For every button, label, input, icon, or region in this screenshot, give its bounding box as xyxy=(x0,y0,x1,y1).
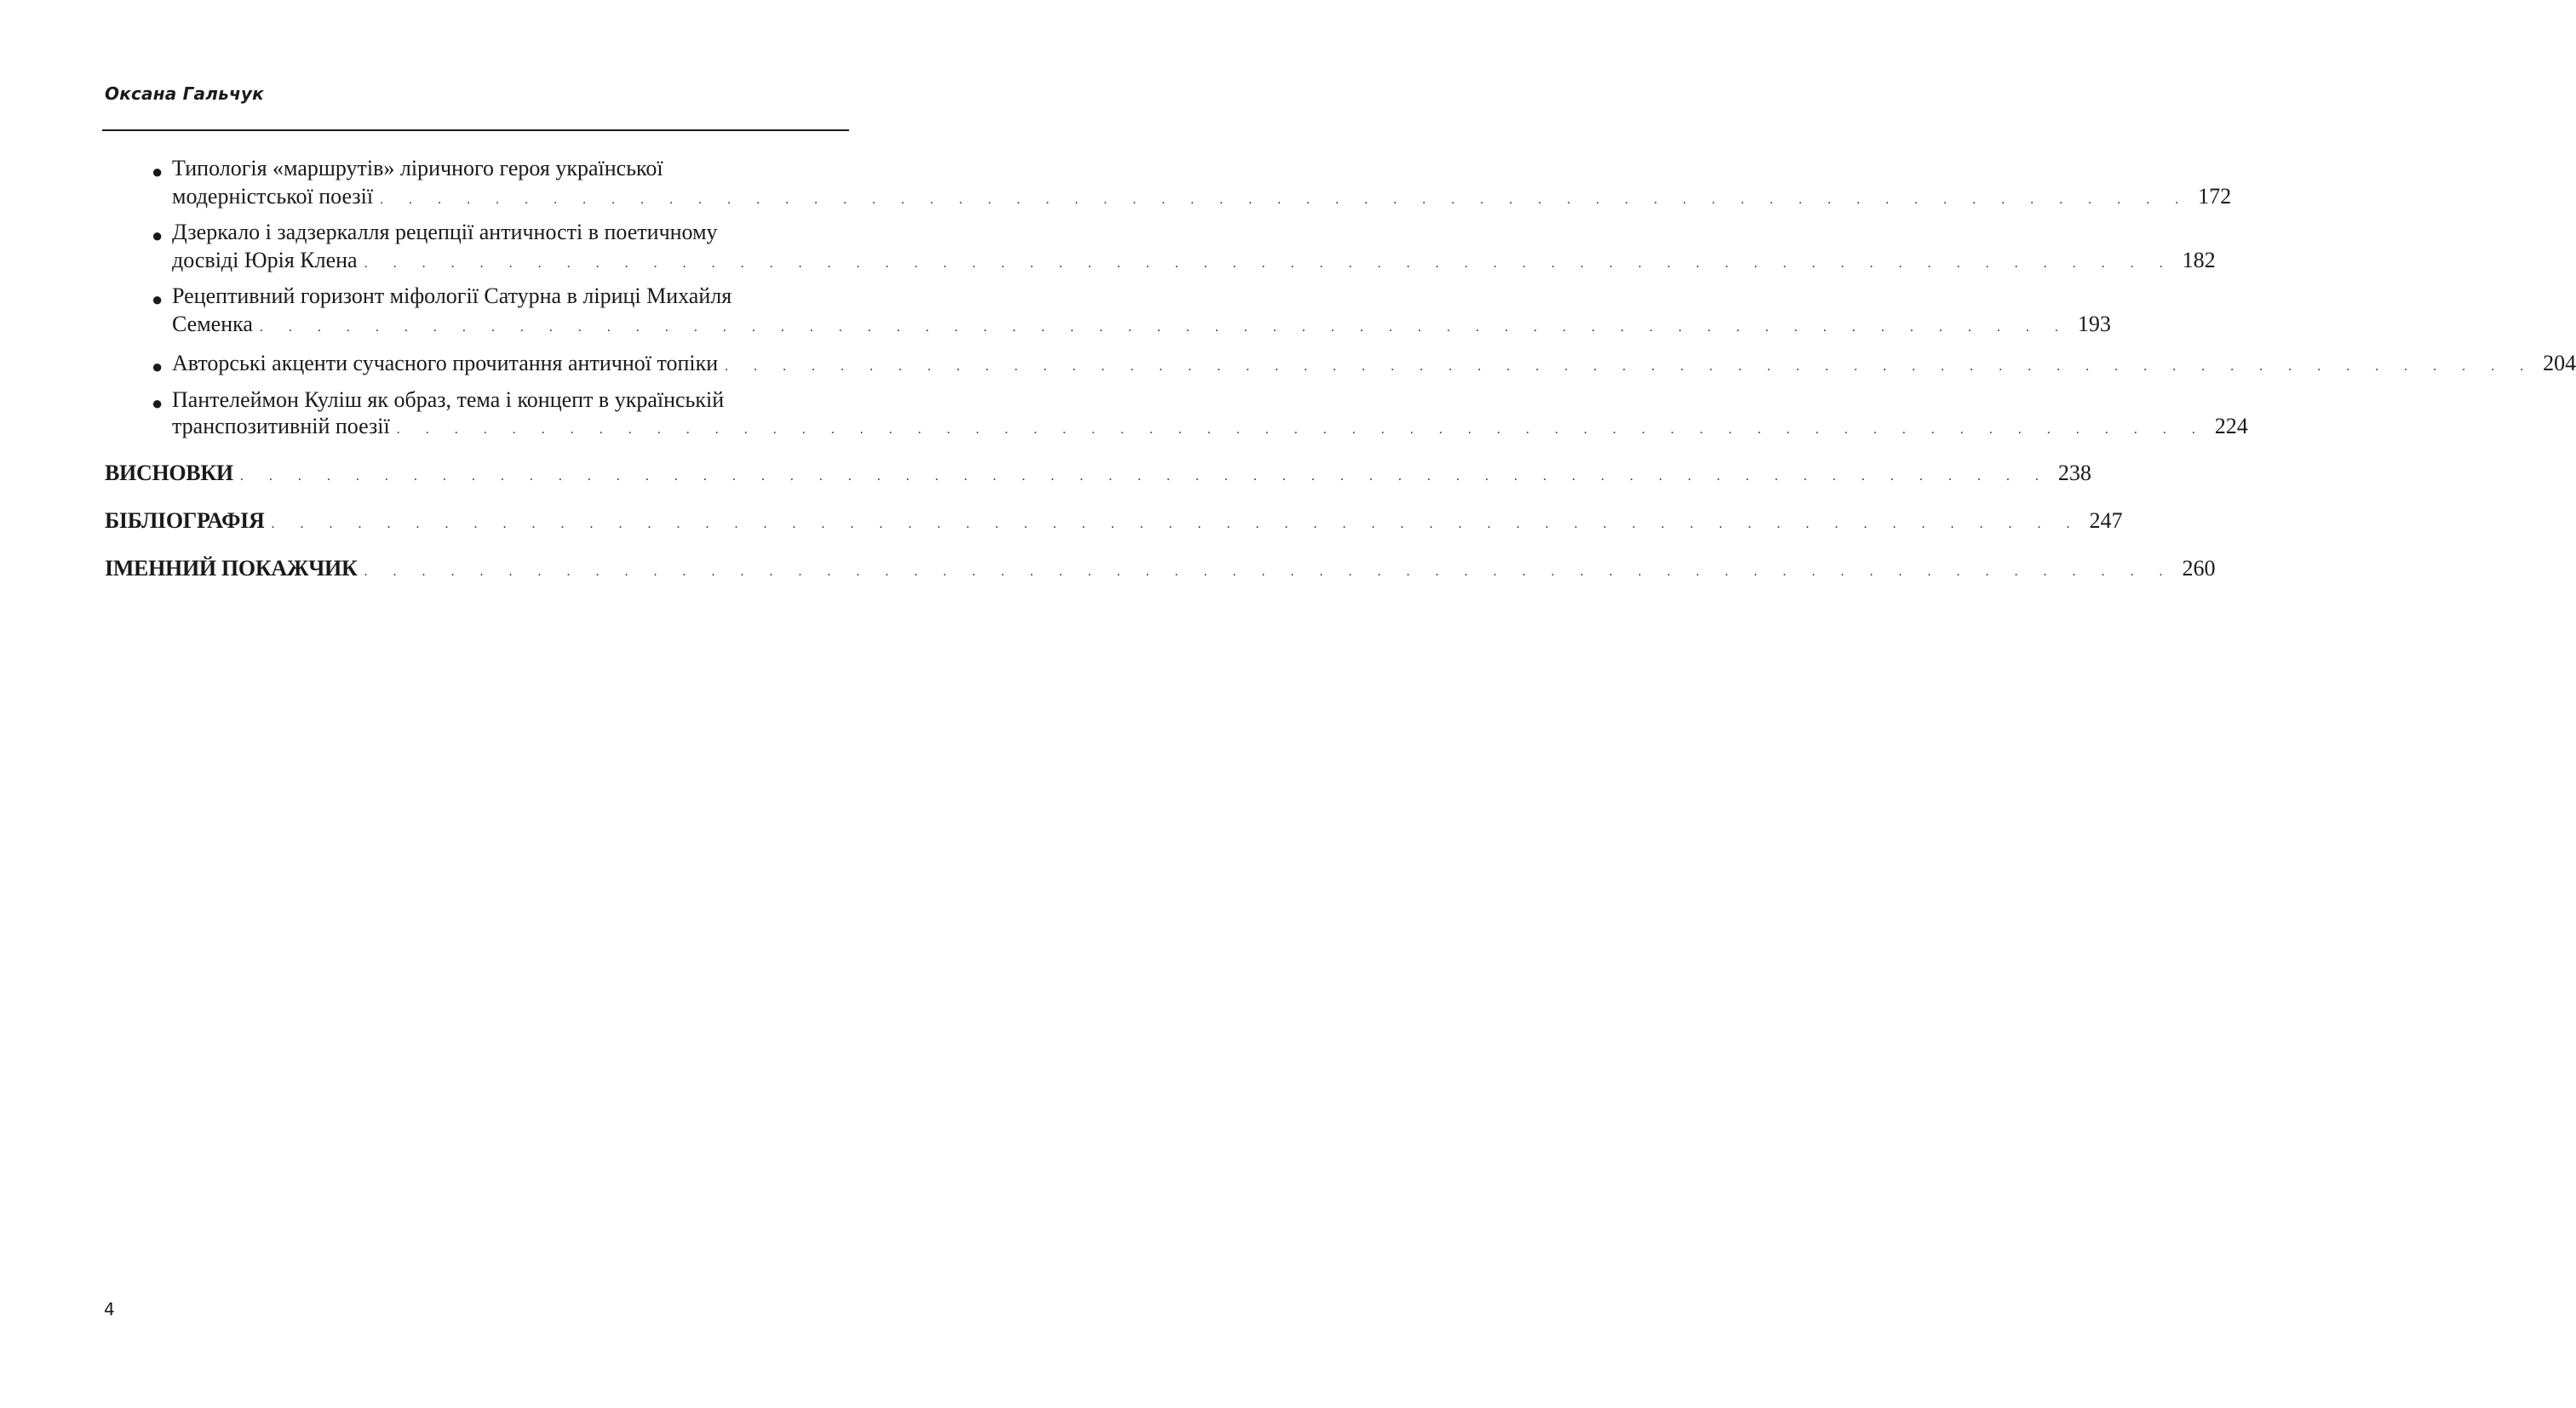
toc-entry-title[interactable]: Рецептивний горизонт міфології Сатурна в ліриці Михайля xyxy=(172,283,732,308)
header-divider xyxy=(102,129,849,131)
toc-entry-row[interactable] xyxy=(172,413,2248,443)
toc-page-number: 172 xyxy=(2198,184,2232,209)
dot-leader: . . . . . . . . . . . . . . . . . . . . . . . . . . . . . . . . . . . . . . . . . . . . . . . . . . . . . . . . . . . . . . . xyxy=(259,320,2069,335)
toc-page-number: 247 xyxy=(2089,508,2123,533)
dot-leader: . . . . . . . . . . . . . . . . . . . . . . . . . . . . . . . . . . . . . . . . . . . . . . . . . . . . . . . . . . . . . . . xyxy=(725,359,2535,374)
toc-entry-title[interactable]: Дзеркало і задзеркалля рецепції античності в поетичному xyxy=(172,220,718,244)
toc-section-title: ВИСНОВКИ xyxy=(105,461,233,485)
toc-entry-title[interactable]: Пантелеймон Куліш як образ, тема і концепт в українській xyxy=(172,387,725,412)
bullet-icon: ● xyxy=(152,289,164,310)
toc-entry-title-continued: транспозитивній поезії xyxy=(172,414,390,438)
toc-entry-title: Авторські акценти сучасного прочитання античної топіки xyxy=(172,351,719,375)
toc-page-number: 224 xyxy=(2214,414,2248,438)
bullet-icon: ● xyxy=(152,392,164,414)
dot-leader: . . . . . . . . . . . . . . . . . . . . . . . . . . . . . . . . . . . . . . . . . . . . . . . . . . . . . . . . . . . . . . . xyxy=(396,422,2206,437)
toc-entry-title-continued: досвіді Юрія Клена xyxy=(172,248,358,272)
toc-entry-row[interactable] xyxy=(172,183,2232,213)
page-number: 4 xyxy=(104,1299,115,1319)
toc-section-row[interactable] xyxy=(105,507,2123,537)
bullet-icon: ● xyxy=(152,225,164,246)
toc-entry-row[interactable] xyxy=(172,311,2111,341)
toc-page-number: 182 xyxy=(2182,248,2216,272)
toc-page-number: 260 xyxy=(2182,556,2216,581)
dot-leader: . . . . . . . . . . . . . . . . . . . . . . . . . . . . . . . . . . . . . . . . . . . . . . . . . . . . . . . . . . . . . . . xyxy=(364,564,2174,579)
toc-section-row[interactable] xyxy=(105,555,2216,585)
toc-page-number: 238 xyxy=(2057,461,2091,485)
dot-leader: . . . . . . . . . . . . . . . . . . . . . . . . . . . . . . . . . . . . . . . . . . . . . . . . . . . . . . . . . . . . . . . xyxy=(380,192,2190,207)
toc-entry-title-continued: Семенка xyxy=(172,312,253,336)
toc-section-row[interactable] xyxy=(105,460,2091,489)
dot-leader: . . . . . . . . . . . . . . . . . . . . . . . . . . . . . . . . . . . . . . . . . . . . . . . . . . . . . . . . . . . . . . . xyxy=(239,469,2050,484)
bullet-icon: ● xyxy=(152,161,164,182)
toc-page-number: 193 xyxy=(2077,312,2111,336)
toc-section-title: БІБЛІОГРАФІЯ xyxy=(105,508,265,533)
toc-entry-title-continued: модерністської поезії xyxy=(172,184,374,209)
toc-entry-row[interactable] xyxy=(172,247,2216,277)
running-head-author: Оксана Гальчук xyxy=(105,83,264,104)
bullet-icon: ● xyxy=(152,356,164,377)
dot-leader: . . . . . . . . . . . . . . . . . . . . . . . . . . . . . . . . . . . . . . . . . . . . . . . . . . . . . . . . . . . . . . . xyxy=(271,517,2081,531)
toc-entry-row[interactable] xyxy=(172,350,2576,380)
dot-leader: . . . . . . . . . . . . . . . . . . . . . . . . . . . . . . . . . . . . . . . . . . . . . . . . . . . . . . . . . . . . . . . xyxy=(364,256,2174,271)
toc-page-number: 204 xyxy=(2543,351,2576,375)
toc-section-title: ІМЕННИЙ ПОКАЖЧИК xyxy=(105,556,358,581)
toc-entry-title[interactable]: Типологія «маршрутів» ліричного героя української xyxy=(172,156,663,180)
